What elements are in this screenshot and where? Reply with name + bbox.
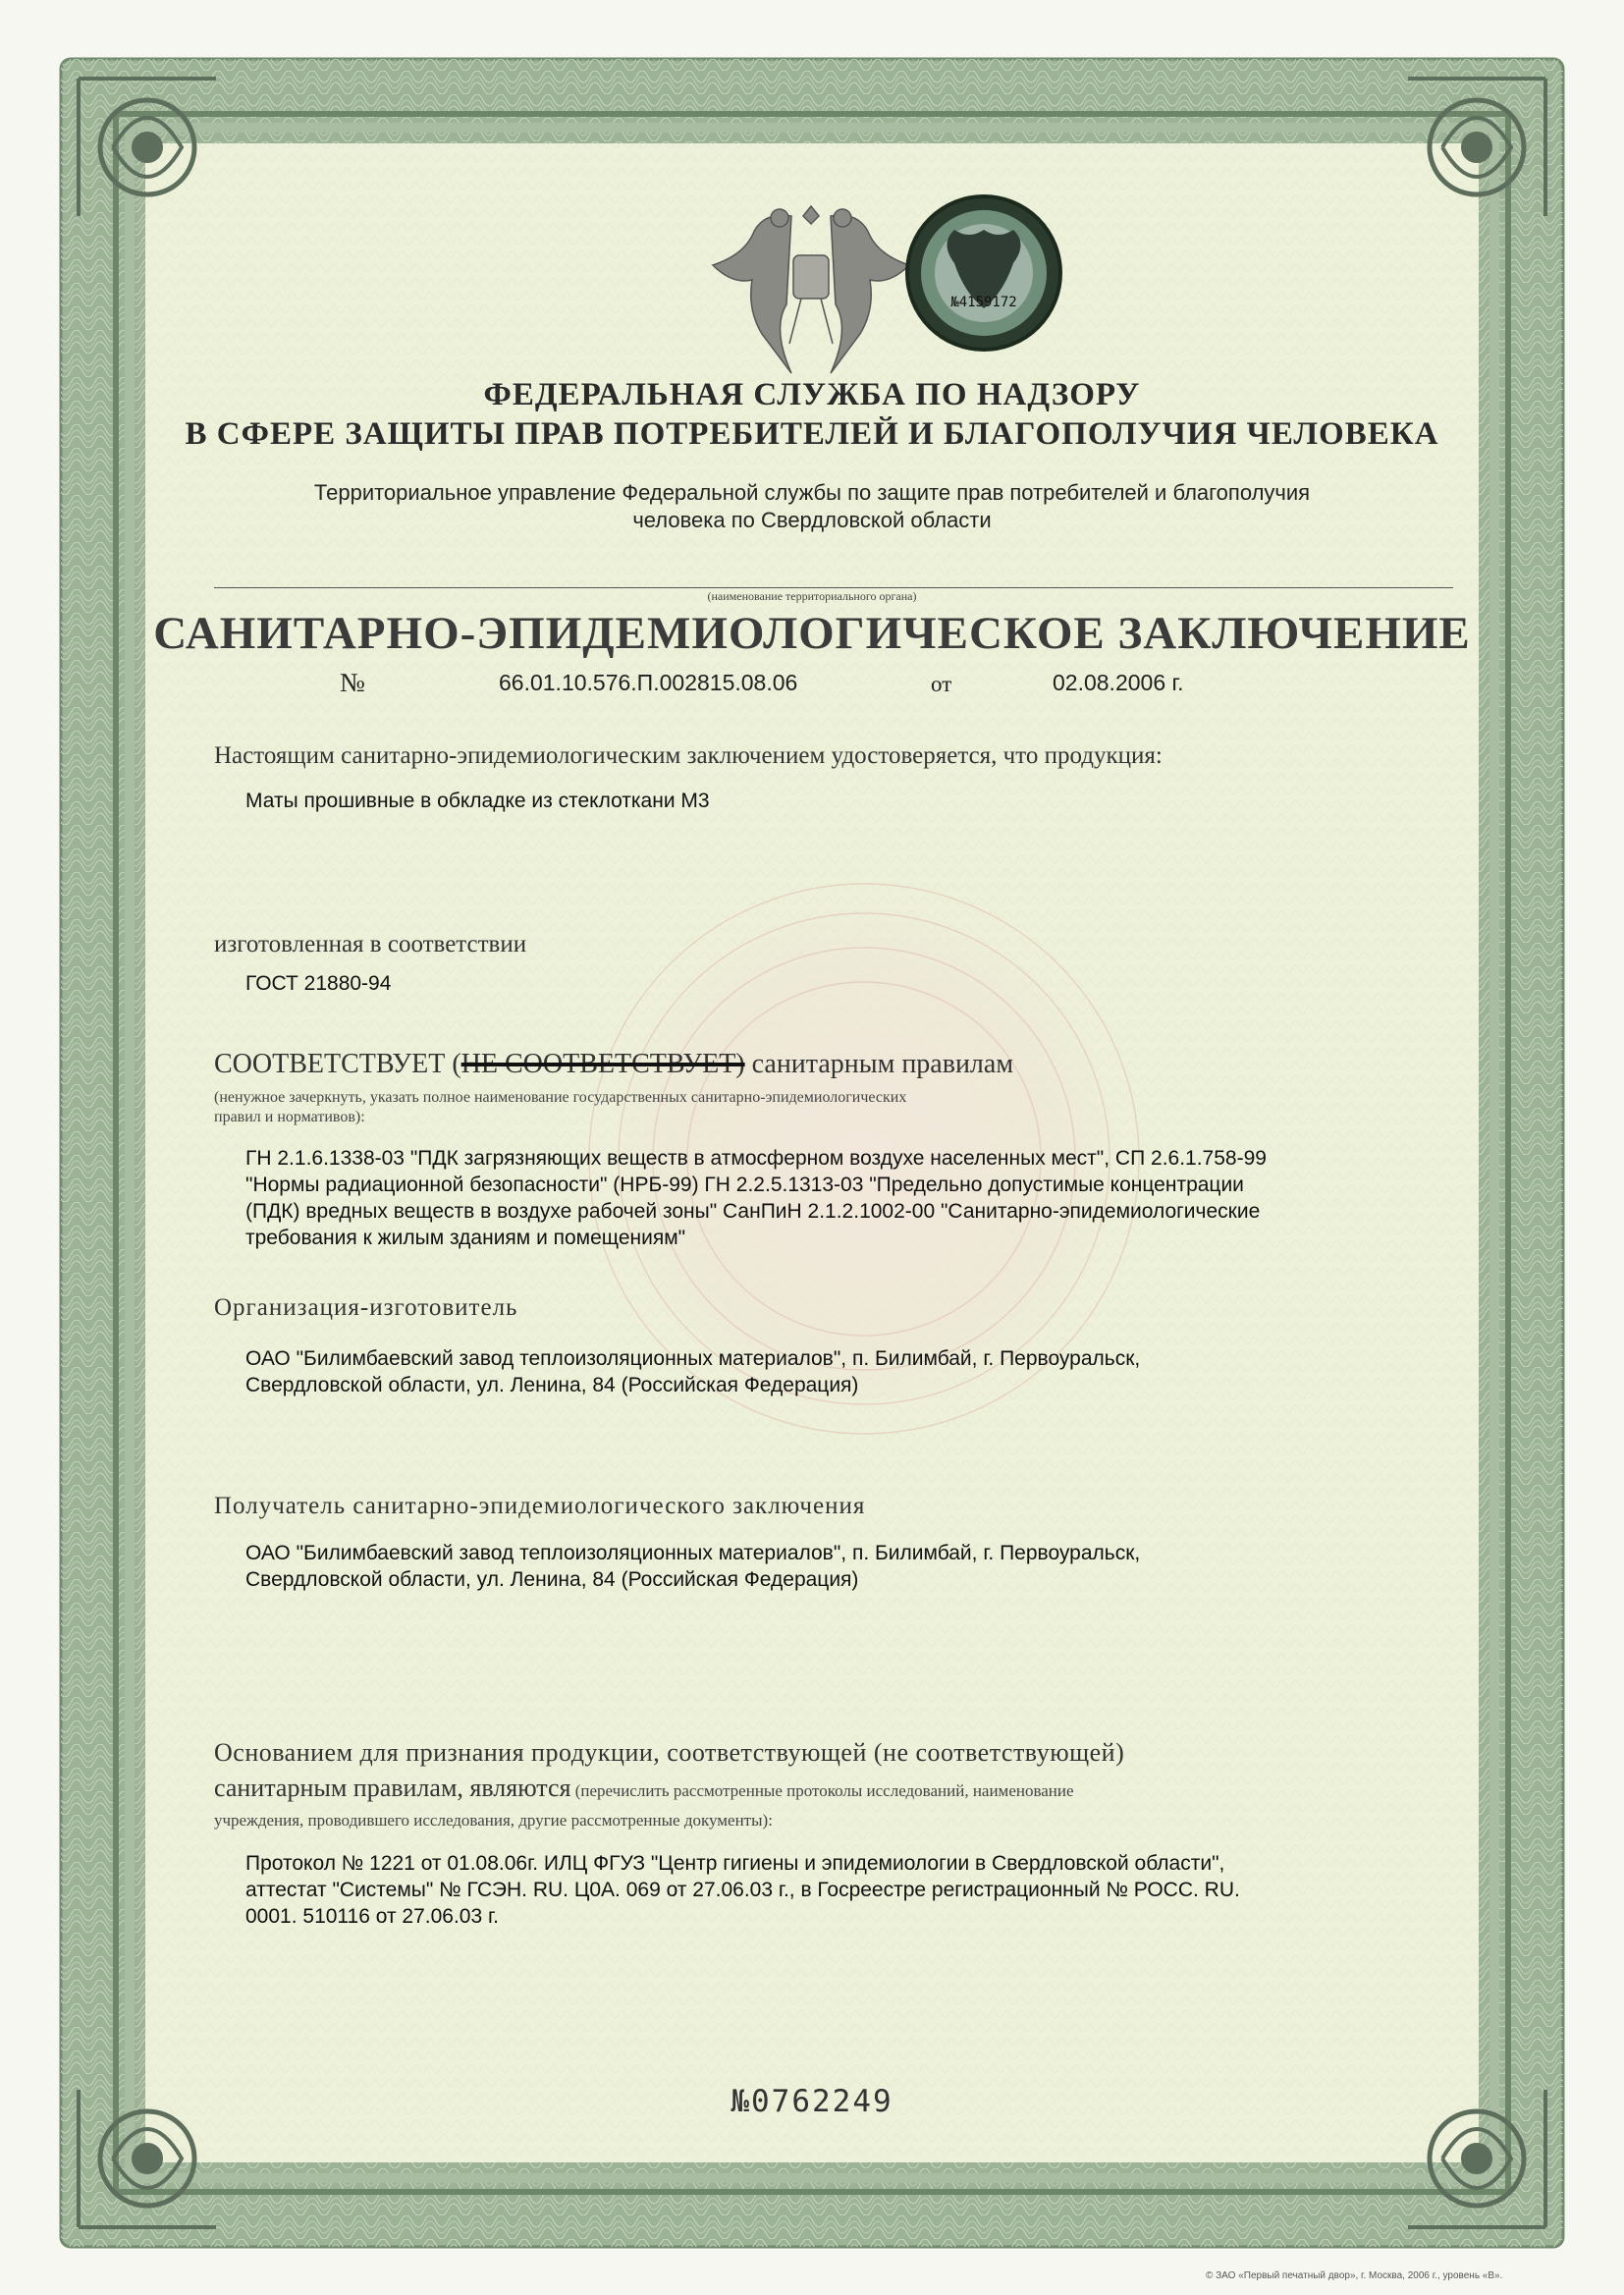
recipient-value	[245, 1540, 1140, 1593]
territorial-caption: (наименование территориального органа)	[707, 589, 917, 603]
compliance-rules	[245, 1145, 1267, 1251]
basis-line-3: 0001. 510116 от 27.06.03 г.	[245, 1905, 499, 1928]
rules-line-1: ГН 2.1.6.1338-03 "ПДК загрязняющих веществ в атмосферном воздухе населенных мест", СП 2.6.1.758-99	[245, 1147, 1267, 1170]
product-name: Маты прошивные в обкладке из стеклоткани М3	[245, 790, 710, 812]
manufacturer-label: Организация-изготовитель	[214, 1294, 518, 1321]
basis-documents	[245, 1850, 1240, 1930]
basis-line-1: Протокол № 1221 от 01.08.06г. ИЛЦ ФГУЗ "Центр гигиены и эпидемиологии в Свердловской области",	[245, 1852, 1225, 1875]
recipient-line-2: Свердловской области, ул. Ленина, 84 (Российская Федерация)	[245, 1568, 859, 1591]
document-date: 02.08.2006 г.	[1053, 670, 1184, 695]
seal-number: №4159172	[950, 295, 1017, 310]
basis-label-line-1: Основанием для признания продукции, соответствующей (не соответствующей)	[214, 1738, 1125, 1767]
date-label: от	[931, 672, 952, 696]
number-label: №	[340, 668, 365, 697]
compliance-complies: СООТВЕТСТВУЕТ (	[214, 1049, 461, 1079]
manufacturer-value	[245, 1345, 1140, 1398]
manufacturer-line-2: Свердловской области, ул. Ленина, 84 (Российская Федерация)	[245, 1374, 859, 1396]
manufacturer-line-1: ОАО "Билимбаевский завод теплоизоляционных материалов", п. Билимбай, г. Первоуральск,	[245, 1347, 1141, 1370]
territorial-line-2: человека по Свердловской области	[632, 508, 992, 532]
rules-line-3: (ПДК) вредных веществ в воздухе рабочей зоны" СанПиН 2.1.2.1002-00 "Санитарно-эпидемиологические	[245, 1200, 1261, 1223]
manufactured-label: изготовленная в соответствии	[214, 931, 527, 957]
basis-label-2: санитарным правилам, являются	[214, 1774, 571, 1802]
compliance-note	[214, 1088, 906, 1127]
territorial-body	[0, 479, 1624, 534]
basis-note-2: (перечислить рассмотренные протоколы исследований, наименование	[570, 1781, 1074, 1800]
agency-name	[0, 375, 1624, 454]
basis-label-line-2	[214, 1774, 1074, 1803]
compliance-struck: НЕ СООТВЕТСТВУЕТ)	[460, 1049, 745, 1079]
basis-note-3: учреждения, проводившего исследования, другие рассмотренные документы):	[214, 1811, 773, 1830]
basis-line-2: аттестат "Системы" № ГСЭН. RU. Ц0А. 069 от 27.06.03 г., в Госреестре регистрационный № РОСС. RU.	[245, 1879, 1240, 1901]
document-title: САНИТАРНО-ЭПИДЕМИОЛОГИЧЕСКОЕ ЗАКЛЮЧЕНИЕ	[153, 608, 1471, 659]
certifies-label: Настоящим санитарно-эпидемиологическим заключением удостоверяется, что продукция:	[214, 742, 1163, 769]
compliance-tail: санитарным правилам	[744, 1049, 1014, 1079]
rules-line-4: требования к жилым зданиям и помещениям"	[245, 1227, 686, 1249]
standard-value: ГОСТ 21880-94	[245, 972, 392, 995]
form-number: №0762249	[731, 2084, 893, 2119]
territorial-underline	[214, 587, 1453, 588]
hologram-seal-icon	[907, 196, 1060, 350]
agency-line-2: В СФЕРЕ ЗАЩИТЫ ПРАВ ПОТРЕБИТЕЛЕЙ И БЛАГОПОЛУЧИЯ ЧЕЛОВЕКА	[185, 416, 1439, 452]
printer-info: © ЗАО «Первый печатный двор», г. Москва, 2006 г., уровень «В».	[1206, 2270, 1503, 2281]
compliance-line	[214, 1049, 1013, 1080]
recipient-line-1: ОАО "Билимбаевский завод теплоизоляционных материалов", п. Билимбай, г. Первоуральск,	[245, 1542, 1141, 1564]
agency-line-1: ФЕДЕРАЛЬНАЯ СЛУЖБА ПО НАДЗОРУ	[483, 377, 1141, 412]
compliance-note-line-1: (ненужное зачеркнуть, указать полное наименование государственных санитарно-эпидемиологических	[214, 1089, 907, 1106]
rules-line-2: "Нормы радиационной безопасности" (НРБ-99) ГН 2.2.5.1313-03 "Предельно допустимые концентрации	[245, 1174, 1244, 1196]
recipient-label: Получатель санитарно-эпидемиологического заключения	[214, 1493, 866, 1519]
document-number: 66.01.10.576.П.002815.08.06	[499, 670, 798, 695]
territorial-line-1: Территориальное управление Федеральной службы по защите прав потребителей и благополучия	[313, 480, 1311, 505]
compliance-note-line-2: правил и нормативов):	[214, 1109, 365, 1125]
